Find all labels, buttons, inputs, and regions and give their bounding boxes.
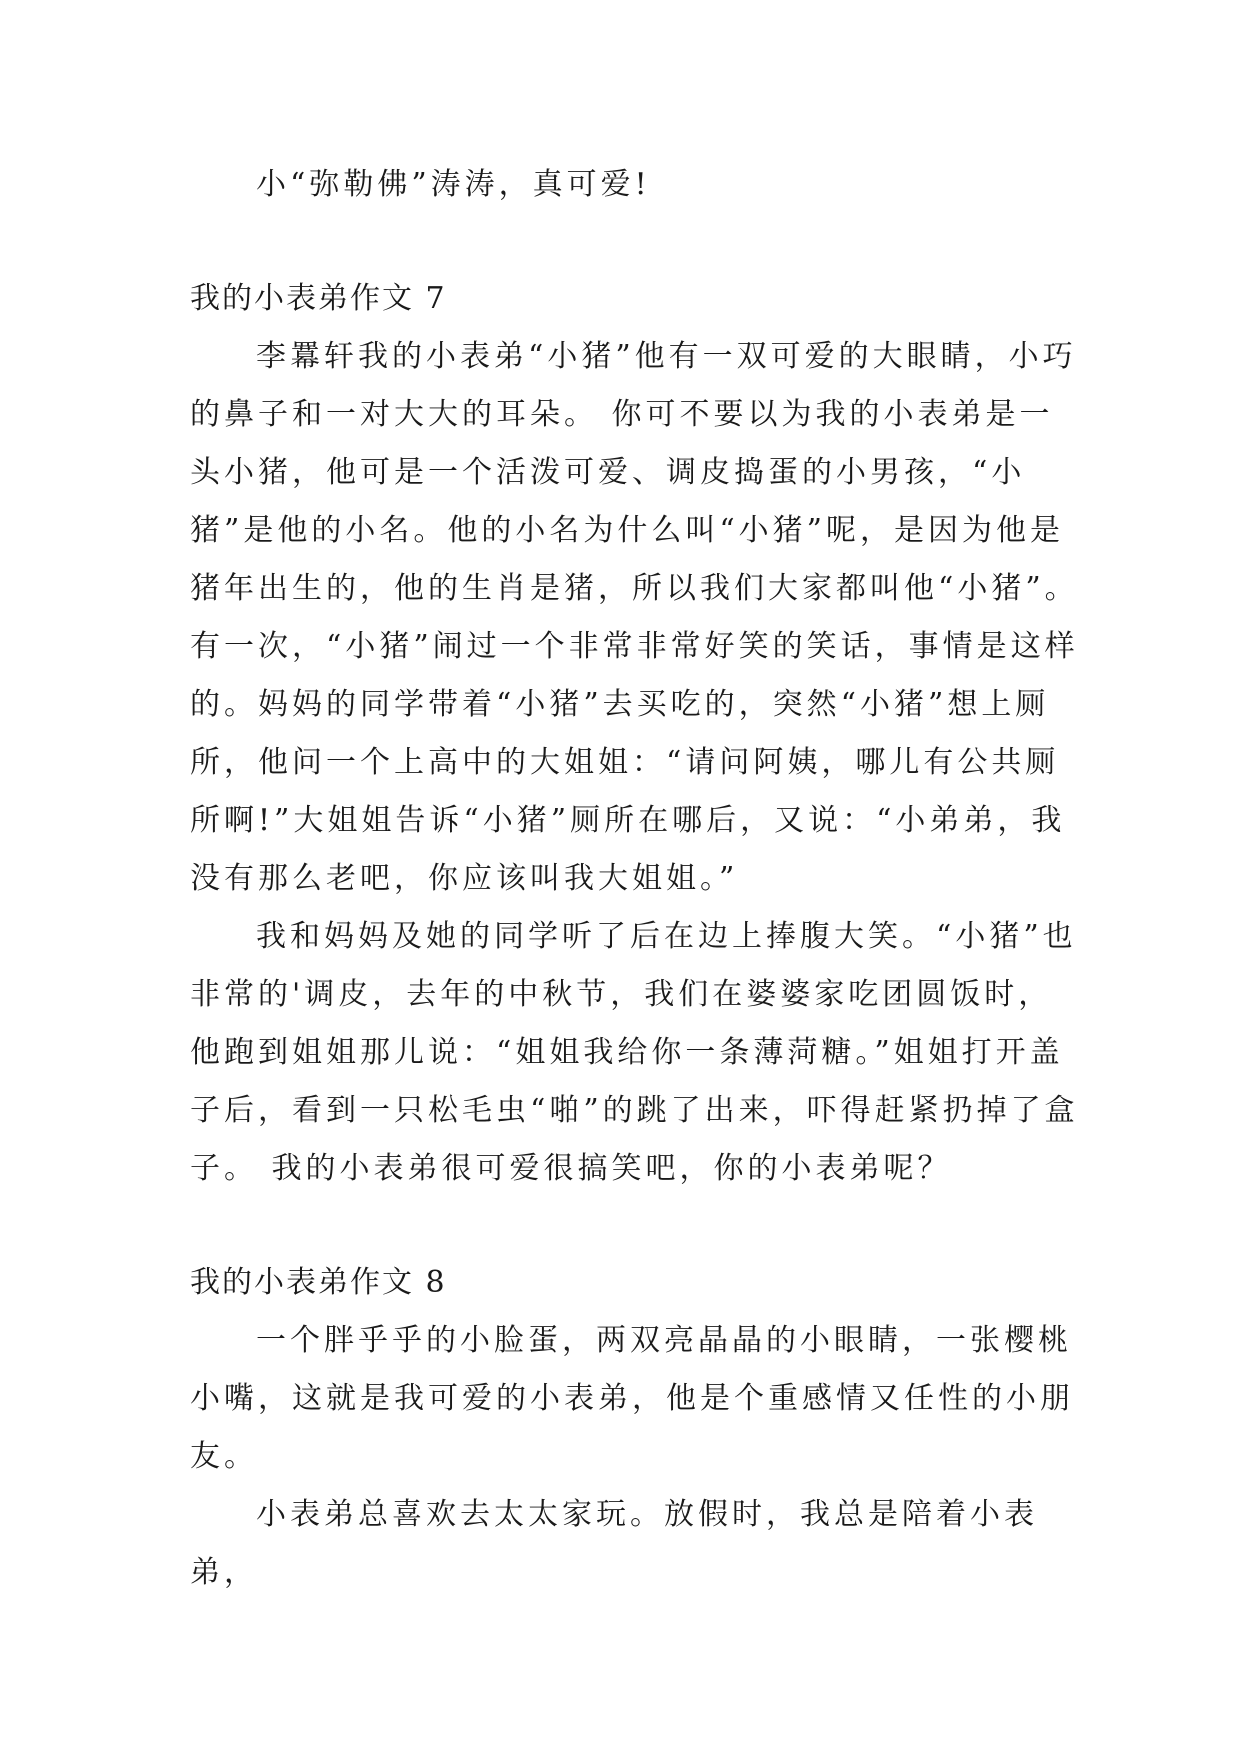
body-paragraph: 小表弟总喜欢去太太家玩。放假时，我总是陪着小表弟， <box>190 1497 1038 1590</box>
body-paragraph: 李羃轩我的小表弟“小猪”他有一双可爱的大眼睛，小巧的鼻子和一对大大的耳朵。 你可不要以为我的小表弟是一头小猪，他可是一个活泼可爱、调皮捣蛋的小男孩，“小猪”是他的小名。他的小名为什么叫“小猪”呢，是因为他是猪年出生的，他的生肖是猪，所以我们大家都叫他“小猪”。 有一次，“小猪”闹过一个非常非常好笑的笑话，事情是这样的。妈妈的同学带着“小猪”去买吃的，突然“小猪”想上厕所，他问一个上高中的大姐姐：“请问阿姨，哪儿有公共厕所啊!”大姐姐告诉“小猪”厕所在哪后，又说：“小弟弟，我没有那么老吧，你应该叫我大姐姐。” <box>190 339 1079 896</box>
essay-section-8 <box>190 1254 1080 1602</box>
section-heading: 我的小表弟作文 7 <box>190 281 447 316</box>
intro-paragraph: 小“弥勒佛”涛涛，真可爱! <box>256 167 651 202</box>
section-gap <box>190 214 1080 270</box>
body-paragraph: 一个胖乎乎的小脸蛋，两双亮晶晶的小眼睛，一张樱桃小嘴，这就是我可爱的小表弟，他是个重感情又任性的小朋友。 <box>190 1323 1074 1474</box>
section-gap <box>190 1198 1080 1254</box>
body-paragraph: 我和妈妈及她的同学听了后在边上捧腹大笑。“小猪”也非常的'调皮，去年的中秋节，我们在婆婆家吃团圆饭时，他跑到姐姐那儿说：“姐姐我给你一条薄菏糖。”姐姐打开盖子后，看到一只松毛虫“啪”的跳了出来，吓得赶紧扔掉了盒子。 我的小表弟很可爱很搞笑吧，你的小表弟呢？ <box>190 919 1079 1186</box>
document-body <box>190 156 1080 1602</box>
section-heading: 我的小表弟作文 8 <box>190 1265 447 1300</box>
essay-section-7 <box>190 270 1080 1198</box>
